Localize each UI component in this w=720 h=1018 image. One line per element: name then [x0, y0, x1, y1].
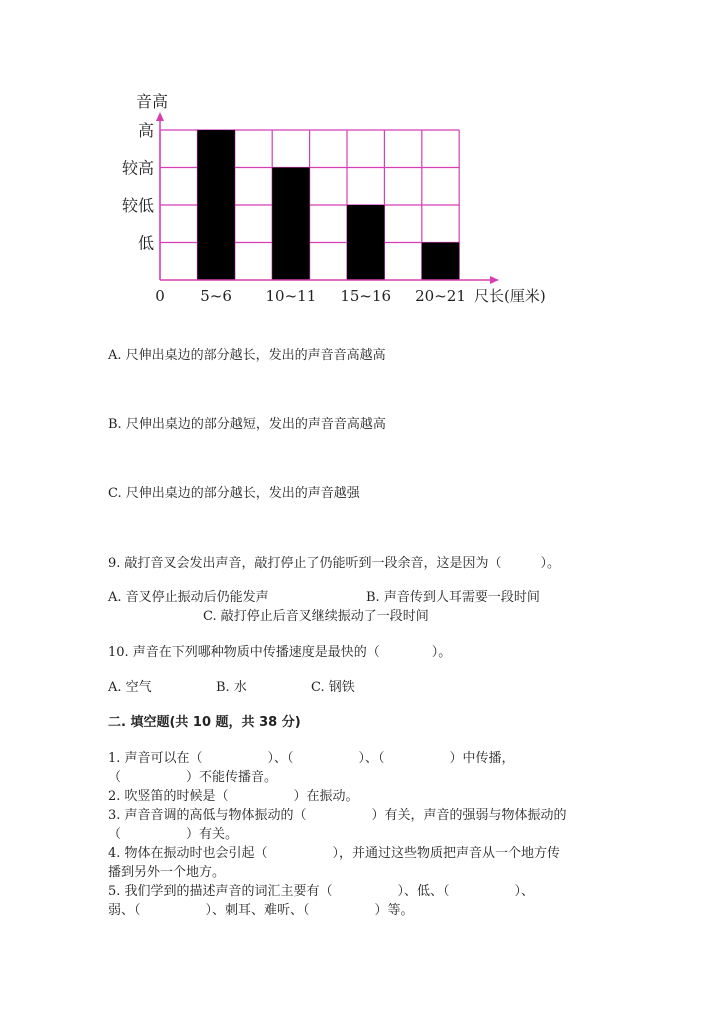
- x-axis-title: 尺长(厘米): [474, 287, 546, 305]
- fill-blank-line: 1. 声音可以在（ ）、（ ）、（ ）中传播，: [108, 751, 515, 766]
- q9-stem: 9. 敲打音叉会发出声音，敲打停止了仍能听到一段余音，这是因为（ ）。: [108, 556, 561, 571]
- x-tick-label: 5~6: [200, 287, 232, 305]
- y-axis-arrow-icon: [156, 112, 164, 121]
- bar-15~16: [347, 205, 384, 280]
- q10-option-b: B. 水: [216, 680, 247, 695]
- q9-option-b: B. 声音传到人耳需要一段时间: [366, 590, 540, 605]
- x-tick-label: 20~21: [415, 287, 466, 305]
- y-tick-label: 高: [137, 121, 154, 140]
- bar-20~21: [422, 243, 459, 281]
- y-axis-title: 音高: [136, 92, 169, 111]
- section-2-title: 二. 填空题(共 10 题，共 38 分): [108, 715, 301, 730]
- fill-blank-line: 播到另外一个地方。: [108, 865, 226, 880]
- q8-option-a: A. 尺伸出桌边的部分越长，发出的声音音高越高: [108, 348, 386, 363]
- q9-option-c: C. 敲打停止后音叉继续振动了一段时间: [203, 609, 429, 624]
- bar-5~6: [197, 130, 234, 280]
- q10-stem: 10. 声音在下列哪种物质中传播速度是最快的（ ）。: [108, 645, 452, 660]
- fill-blank-line: 4. 物体在振动时也会引起（ ），并通过这些物质把声音从一个地方传: [108, 846, 561, 861]
- x-axis-arrow-icon: [490, 276, 499, 284]
- fill-blank-line: 弱、（ ）、刺耳、难听、（ ）等。: [108, 903, 414, 918]
- x-origin-label: 0: [155, 287, 165, 305]
- x-tick-label: 10~11: [265, 287, 317, 305]
- fill-blank-line: （ ）不能传播音。: [108, 770, 278, 785]
- y-tick-label: 较高: [121, 158, 154, 178]
- q8-option-b: B. 尺伸出桌边的部分越短，发出的声音音高越高: [108, 417, 386, 432]
- fill-blank-line: （ ）有关。: [108, 827, 239, 842]
- pitch-bar-chart: [0, 0, 720, 320]
- q9-option-a: A. 音叉停止振动后仍能发声: [108, 590, 269, 605]
- fill-blank-line: 2. 吹竖笛的时候是（ ）在振动。: [108, 789, 359, 804]
- q10-option-a: A. 空气: [108, 680, 152, 695]
- x-tick-label: 15~16: [340, 287, 392, 305]
- q10-option-c: C. 钢铁: [311, 680, 355, 695]
- q8-option-c: C. 尺伸出桌边的部分越长，发出的声音越强: [108, 486, 360, 501]
- fill-blank-line: 3. 声音音调的高低与物体振动的（ ）有关，声音的强弱与物体振动的: [108, 808, 567, 823]
- y-tick-label: 低: [137, 233, 154, 253]
- y-tick-label: 较低: [121, 196, 154, 215]
- bar-10~11: [272, 168, 309, 281]
- fill-blank-line: 5. 我们学到的描述声音的词汇主要有（ ）、低、（ ）、: [108, 884, 535, 899]
